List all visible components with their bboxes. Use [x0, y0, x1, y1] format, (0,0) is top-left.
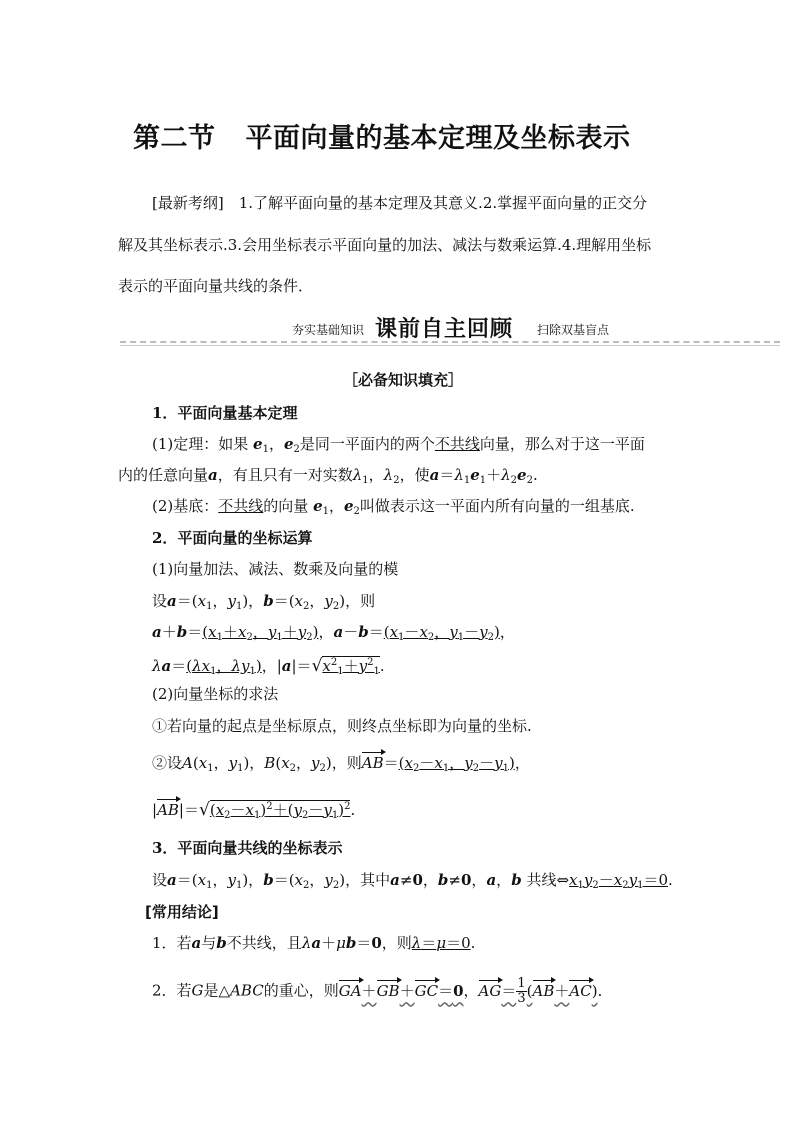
conclusion-2: 2．若G是△ABC的重心，则GA＋GB＋GC＝0，AG＝ $\frac{1}{3}$ (AB＋AC)． [152, 976, 613, 1006]
s1-definition-line2: 内的任意向量a，有且只有一对实数$\lambda_1$，$\lambda_2$，使$a=\lambda_1e_1+\lambda_2e_2$. [118, 466, 538, 486]
banner-divider [120, 341, 780, 343]
s2-sub1: (1)向量加法、减法、数乘及向量的模 [152, 560, 399, 578]
s2-heading: 2．平面向量的坐标运算 [152, 529, 313, 547]
s1-heading: 1．平面向量基本定理 [152, 404, 298, 422]
outline-line-2: 解及其坐标表示.3.会用坐标表示平面向量的加法、减法与数乘运算.4.理解用坐标 [118, 236, 652, 254]
section-number: 第二节 [133, 123, 216, 154]
section-header: ［必备知识填充］ [343, 371, 464, 389]
s2-add-sub-line: $a+b=(x_1+x_2$，$y_1+y_2$)，$a-b=(x_1-x_2$，$y_1-y_2$)， [152, 623, 515, 643]
outline-line-3: 表示的平面向量共线的条件． [118, 277, 314, 295]
banner-right-text: 扫除双基盲点 [537, 323, 610, 337]
s2-circ1: ①若向量的起点是坐标原点，则终点坐标即为向量的坐标. [152, 717, 532, 735]
s3-heading: 3．平面向量共线的坐标表示 [152, 839, 343, 857]
outline-tag: [最新考纲] [152, 194, 224, 212]
page-title [133, 116, 631, 155]
banner-left-text: 夯实基础知识 [292, 323, 365, 337]
s1-basis: (2)基底：不共线的向量 $e_1$，$e_2$叫做表示这一平面内所有向量的一组基底. [152, 497, 635, 517]
s1-definition-line1: (1)定理：如果 $e_1$，$e_2$是同一平面内的两个不共线向量，那么对于这一平面 [152, 435, 645, 455]
s2-sub2: (2)向量坐标的求法 [152, 685, 279, 703]
s2-set-line: 设$a=(x_1$，$y_1$)，$b=(x_2$，$y_2$)，则 [152, 592, 376, 612]
s3-collinear: 设$a=(x_1$，$y_1$)，$b=(x_2$，$y_2$)，其中a≠0，b≠0，a，b 共线$\Leftrightarrow x_1y_2-x_2y_1=0$. [152, 871, 673, 891]
section-topic: 平面向量的基本定理及坐标表示 [245, 123, 631, 154]
outline-line-1: [最新考纲] 1.了解平面向量的基本定理及其意义.2.掌握平面向量的正交分 [152, 194, 648, 212]
s2-magnitude: $|AB|=√(x_2-x_1)^2+(y_2-y_1)^2$. [152, 800, 356, 821]
banner-title: 课前自主回顾 [375, 317, 514, 342]
conclusion-tag: [常用结论] [145, 903, 219, 921]
conclusion-1: 1．若a与b不共线，且λa＋μb＝0，则λ＝μ＝0. [152, 934, 476, 952]
blank-answer: 不共线 [218, 497, 264, 515]
blank-answer: 不共线 [434, 435, 480, 453]
s2-circ2: ②设$A(x_1$，$y_1$)，$B(x_2$，$y_2$)，则$AB=(x_2-x_1$，$y_2-y_1$)， [152, 754, 530, 774]
banner-divider-2 [120, 345, 780, 346]
s2-scalar-line: $\lambda a=(\lambda x_1$，$\lambda y_1$)，$|a|=√x^2_1+y^2_1$. [152, 656, 385, 677]
